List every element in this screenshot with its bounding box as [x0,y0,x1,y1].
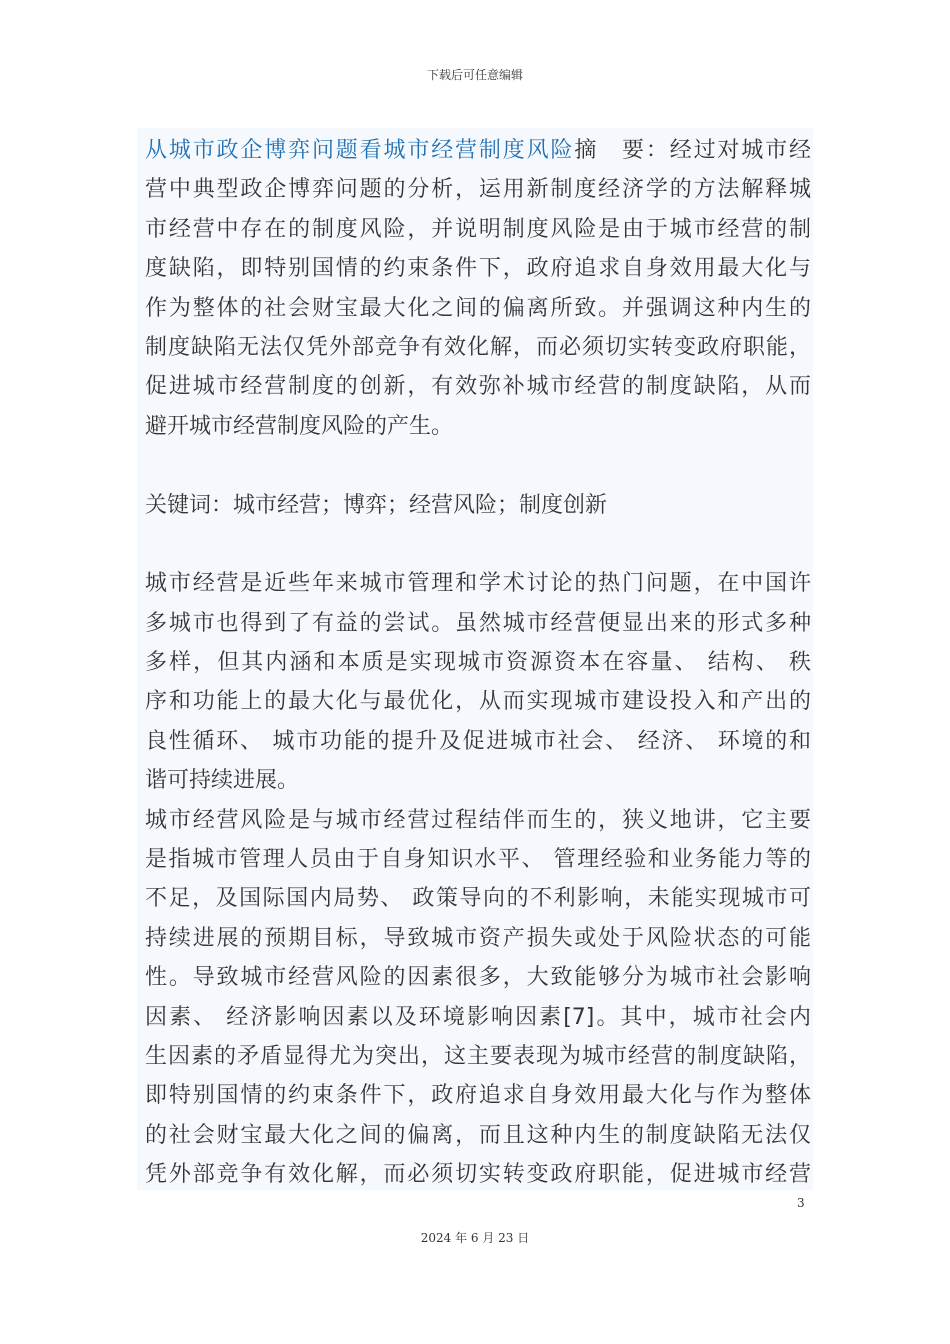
paragraph-line: 谐可持续进展。 [145,768,300,794]
abstract-line: 度缺陷，即特别国情的约束条件下，政府追求自身效用最大化与 [145,256,811,282]
blank-line [145,525,811,564]
page-header-note: 下载后可任意编辑 [426,68,523,82]
paragraph-line: 持续进展的预期目标，导致城市资产损失或处于风险状态的可能 [145,925,811,951]
paragraph-line: 性。导致城市经营风险的因素很多，大致能够分为城市社会影响 [145,965,811,991]
paragraph-line: 因素、 经济影响因素以及环境影响因素[7]。其中，城市社会内 [145,1004,811,1030]
paragraph-line: 城市经营风险是与城市经营过程结伴而生的，狭义地讲，它主要 [145,807,811,833]
keywords-line: 关键词：城市经营；博弈；经营风险；制度创新 [145,492,608,518]
abstract-line: 作为整体的社会财宝最大化之间的偏离所致。并强调这种内生的 [145,295,811,321]
page-number: 3 [797,1196,805,1210]
paragraph-line: 生因素的矛盾显得尤为突出，这主要表现为城市经营的制度缺陷， [145,1043,811,1069]
paragraph-line: 多样，但其内涵和本质是实现城市资源资本在容量、 结构、 秩 [145,650,811,676]
title-line [145,131,811,170]
paragraph-line: 的社会财宝最大化之间的偏离，而且这种内生的制度缺陷无法仅 [145,1122,811,1148]
paragraph-line: 多城市也得到了有益的尝试。虽然城市经营便显出来的形式多种 [145,610,811,636]
paragraph-line: 是指城市管理人员由于自身知识水平、 管理经验和业务能力等的 [145,847,811,873]
paragraph-line: 不足，及国际国内局势、 政策导向的不利影响，未能实现城市可 [145,886,811,912]
paragraph-line: 凭外部竞争有效化解，而必须切实转变政府职能，促进城市经营 [145,1162,811,1188]
abstract-line: 避开城市经营制度风险的产生。 [145,413,454,439]
abstract-line: 市经营中存在的制度风险，并说明制度风险是由于城市经营的制 [145,216,811,242]
abstract-line: 营中典型政企博弈问题的分析，运用新制度经济学的方法解释城 [145,177,811,203]
paragraph-line: 城市经营是近些年来城市管理和学术讨论的热门问题，在中国许 [145,571,811,597]
abstract-first-line: 摘 要：经过对城市经 [574,138,811,163]
document-body [145,131,811,1195]
blank-line [145,446,811,485]
footer-date: 2024 年 6 月 23 日 [420,1231,530,1245]
abstract-line: 促进城市经营制度的创新，有效弥补城市经营的制度缺陷，从而 [145,374,811,400]
paragraph-line: 序和功能上的最大化与最优化，从而实现城市建设投入和产出的 [145,689,811,715]
document-title: 从城市政企博弈问题看城市经营制度风险 [145,138,575,163]
abstract-line: 制度缺陷无法仅凭外部竞争有效化解，而必须切实转变政府职能， [145,334,811,360]
paragraph-line: 良性循环、 城市功能的提升及促进城市社会、 经济、 环境的和 [145,728,811,754]
paragraph-line: 即特别国情的约束条件下，政府追求自身效用最大化与作为整体 [145,1083,811,1109]
